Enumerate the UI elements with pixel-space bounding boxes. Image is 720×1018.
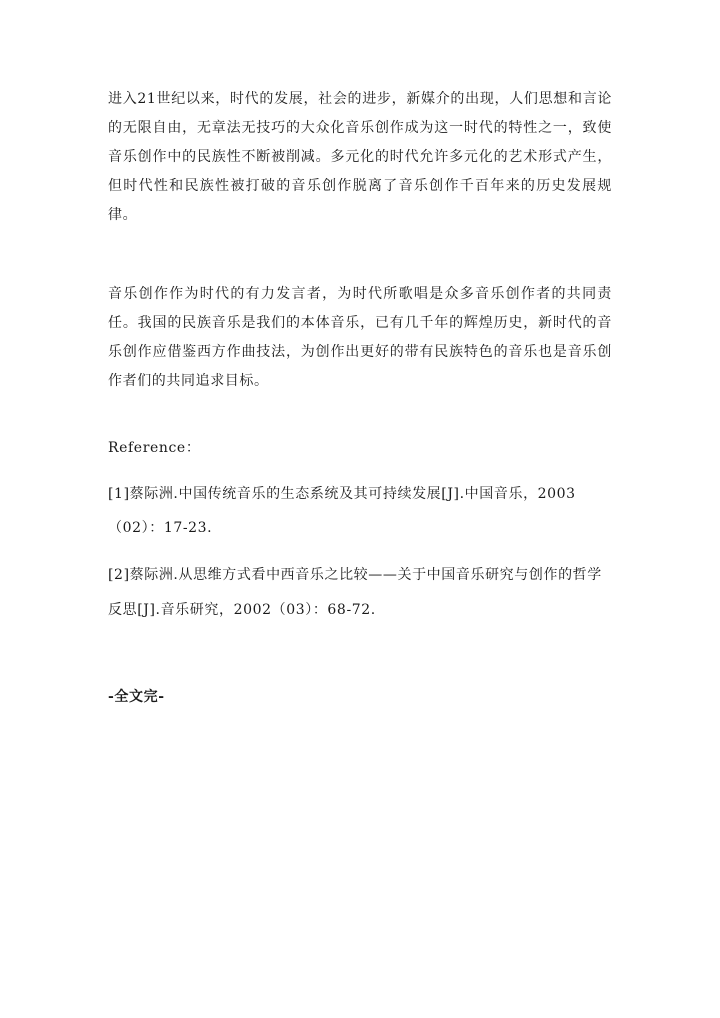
reference-item-2-line-2: 反思[J].音乐研究，2002（03）：68-72. <box>108 602 376 618</box>
reference-item-1-line-2: （02）：17-23. <box>108 520 213 536</box>
body-paragraph-1: 进入21世纪以来，时代的发展，社会的进步，新媒介的出现，人们思想和言论的无限自由，无章法无技巧的大众化音乐创作成为这一时代的特性之一，致使音乐创作中的民族性不断被削减。多元化的时代允许多元化的艺术形式产生，但时代性和民族性被打破的音乐创作脱离了音乐创作千百年来的历史发展规律。 <box>108 91 612 223</box>
body-paragraph-2: 音乐创作作为时代的有力发言者，为时代所歌唱是众多音乐创作者的共同责任。我国的民族音乐是我们的本体音乐，已有几千年的辉煌历史，新时代的音乐创作应借鉴西方作曲技法，为创作出更好的带有民族特色的音乐也是音乐创作者们的共同追求目标。 <box>108 286 612 389</box>
reference-item-2-line-1: [2]蔡际洲.从思维方式看中西音乐之比较——关于中国音乐研究与创作的哲学 <box>108 567 602 583</box>
end-of-article-mark: -全文完- <box>108 689 165 705</box>
reference-item-1-line-1: [1]蔡际洲.中国传统音乐的生态系统及其可持续发展[J].中国音乐，2003 <box>108 486 576 502</box>
reference-heading: Reference： <box>108 440 201 456</box>
